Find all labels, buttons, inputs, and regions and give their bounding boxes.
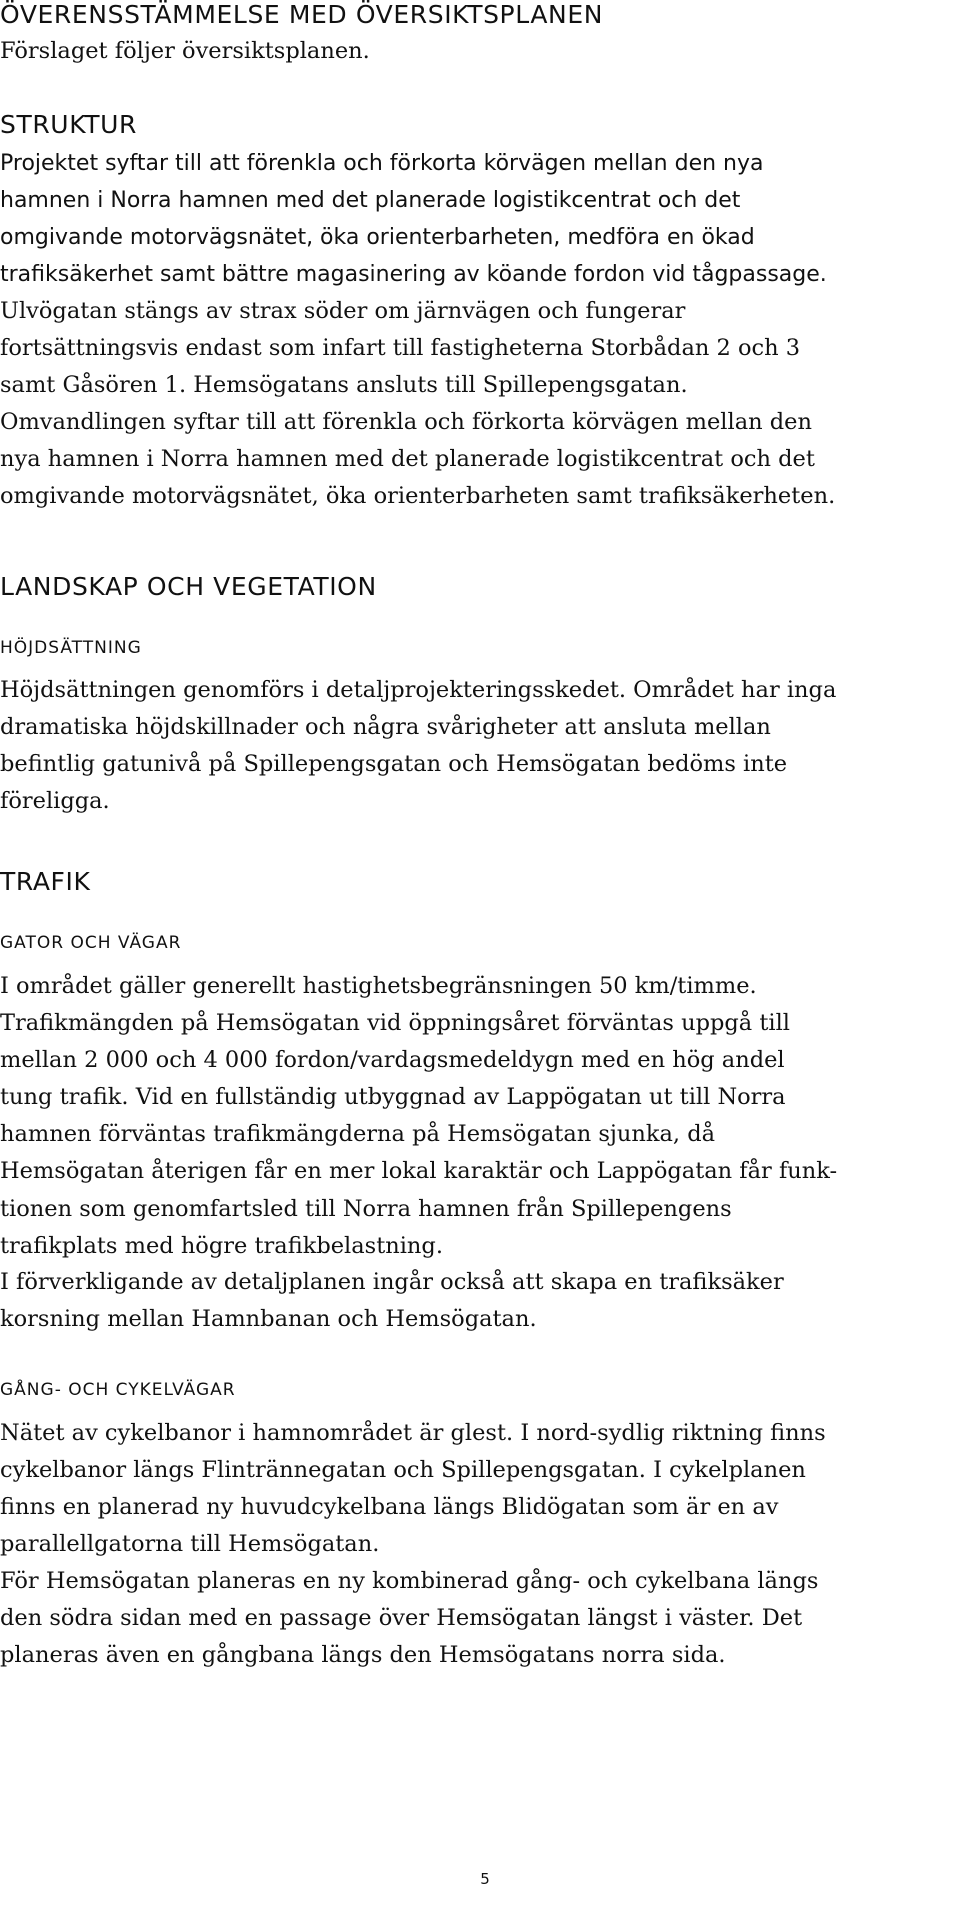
- text-overensstammelse: Förslaget följer översiktsplanen.: [0, 38, 370, 64]
- text-struktur-para1: Projektet syftar till att förenkla och förkorta körvägen mellan den nya hamnen i Norra hamnen med det planerade logistikcentrat och det omgivande motorvägsnätet, öka orienterbarheten, medföra en ökad trafiksäkerhet samt bättre magasinering av köande fordon vid tågpassage.: [0, 151, 827, 288]
- text-gang-para1: Nätet av cykelbanor i hamnområdet är glest. I nord-sydlig riktning finns cykelbanor längs Flintrännegatan och Spillepengsgatan. I cykelplanen finns en planerad ny huvudcykelbana längs Blidögatan som är en av parallellgatorna till Hemsögatan.: [0, 1420, 826, 1558]
- text-struktur-para2: Ulvögatan stängs av strax söder om järnvägen och fungerar fortsättningsvis endast som infart till fastigheterna Storbådan 2 och 3 samt Gåsören 1. Hemsögatans ansluts till Spillepengsgatan. Omvandlingen syftar till att förenkla och förkorta körvägen mellan den nya hamnen i Norra hamnen med det planerade logistikcentrat och det omgivande motorvägsnätet, öka orienterbarheten samt trafiksäkerheten.: [0, 298, 836, 510]
- text-gator-para2: I förverkligande av detaljplanen ingår också att skapa en trafiksäker korsning mellan Hamnbanan och Hemsögatan.: [0, 1269, 784, 1333]
- text-gator-para1: I området gäller generellt hastighetsbegränsningen 50 km/timme. Trafikmängden på Hemsögatan vid öppningsåret förväntas uppgå till mellan 2 000 och 4 000 fordon/vardagsmedeldygn med en hög andel tung trafik. Vid en fullständig utbyggnad av Lappögatan ut till Norra hamnen förväntas trafikmängderna på Hemsögatan sjunka, då Hemsögatan återigen får en mer lokal karaktär och Lappögatan får funk- tionen som genomfartsled till Norra hamnen från Spillepengens trafikplats med högre trafikbelastning.: [0, 973, 838, 1259]
- heading-landskap: LANDSKAP OCH VEGETATION: [0, 572, 377, 601]
- subheading-gang-och-cykelvagar: GÅNG- OCH CYKELVÄGAR: [0, 1380, 236, 1400]
- text-gang-para2: För Hemsögatan planeras en ny kombinerad gång- och cykelbana längs den södra sidan med en passage över Hemsögatan längst i väster. Det planeras även en gångbana längs den Hemsögatans norra sida.: [0, 1568, 819, 1669]
- heading-struktur: STRUKTUR: [0, 110, 138, 139]
- subheading-hojdsattning: HÖJDSÄTTNING: [0, 638, 142, 658]
- heading-overensstammelse: ÖVERENSSTÄMMELSE MED ÖVERSIKTSPLANEN: [0, 0, 604, 29]
- text-hojdsattning: Höjdsättningen genomförs i detaljprojekteringsskedet. Området har inga dramatiska höjdskillnader och några svårigheter att ansluta mellan befintlig gatunivå på Spillepengsgatan och Hemsögatan bedöms inte föreligga.: [0, 677, 837, 815]
- page-number: 5: [480, 1870, 490, 1888]
- heading-trafik: TRAFIK: [0, 867, 91, 896]
- subheading-gator-och-vagar: GATOR OCH VÄGAR: [0, 933, 182, 953]
